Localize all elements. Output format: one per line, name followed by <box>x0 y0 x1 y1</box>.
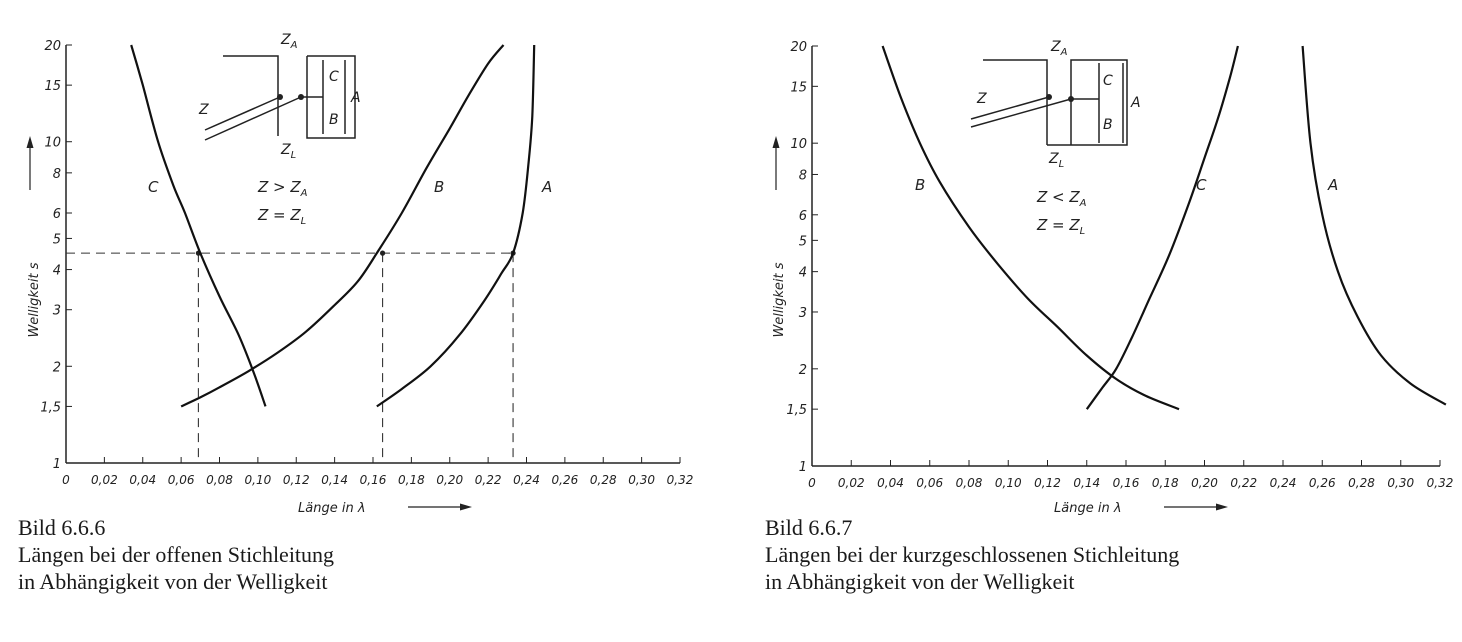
x-tick-label: 0,22 <box>474 473 502 487</box>
feed-line-2 <box>205 97 301 140</box>
x-tick-label: 0,02 <box>837 476 865 490</box>
x-tick-label: 0,06 <box>916 476 944 490</box>
y-tick-label: 8 <box>798 168 807 184</box>
y-tick-label: 5 <box>52 232 61 248</box>
inset-label-z: Z <box>977 91 987 107</box>
tap-point <box>1046 94 1052 100</box>
y-tick-label: 10 <box>790 137 807 153</box>
x-tick-label: 0,20 <box>436 473 464 487</box>
x-tick-label: 0,02 <box>91 473 118 487</box>
series-B-label: B <box>434 178 445 196</box>
x-axis-title: Länge in λ <box>1054 501 1122 516</box>
series-C-line <box>1087 46 1238 409</box>
inset-label-za: $Z_A$ <box>1051 39 1068 58</box>
series-B-line <box>181 45 503 406</box>
y-tick-label: 4 <box>798 265 807 281</box>
x-tick-label: 0,04 <box>129 473 157 487</box>
reference-point <box>380 251 385 256</box>
feed-line-1 <box>205 97 280 130</box>
series-A-line <box>1303 46 1446 405</box>
series-A-label: A <box>542 178 553 196</box>
y-tick-label: 20 <box>790 40 807 55</box>
x-tick-label: 0,18 <box>398 473 425 487</box>
x-tick-label: 0,24 <box>513 473 540 487</box>
inset-label-zl: $Z_L$ <box>1049 151 1065 170</box>
y-tick-label: 3 <box>52 303 61 319</box>
x-tick-label: 0 <box>62 473 70 487</box>
y-axis-title: Welligkeit s <box>27 262 42 338</box>
x-tick-label: 0,26 <box>551 473 579 487</box>
x-tick-label: 0,30 <box>628 473 655 487</box>
x-axis-arrowhead <box>460 504 472 511</box>
x-tick-label: 0,32 <box>1426 476 1454 490</box>
x-tick-label: 0,12 <box>282 473 310 487</box>
caption-2-line-2: in Abhängigkeit von der Welligkeit <box>765 569 1075 594</box>
y-tick-label: 2 <box>52 360 61 376</box>
inset-label-c: C <box>1103 73 1113 89</box>
inset-label-zl: $Z_L$ <box>281 142 297 161</box>
y-axis-arrowhead <box>27 136 34 148</box>
inset-label-b: B <box>1103 117 1113 133</box>
chart-2 <box>772 39 1453 516</box>
tap-point <box>277 94 283 100</box>
line-schematic-inset <box>971 39 1141 170</box>
equation-2: $Z = Z_L$ <box>258 206 307 227</box>
y-tick-label: 15 <box>44 79 61 95</box>
x-tick-label: 0,24 <box>1269 476 1297 490</box>
x-tick-label: 0,28 <box>1348 476 1375 490</box>
y-tick-label: 5 <box>798 234 807 250</box>
caption-1-number: Bild 6.6.6 <box>18 515 106 540</box>
x-tick-label: 0,10 <box>994 476 1022 490</box>
caption-1-line-1: Längen bei der offenen Stichleitung <box>18 542 335 567</box>
chart-1 <box>27 32 694 516</box>
tap-point <box>298 94 304 100</box>
series-B-label: B <box>915 176 926 194</box>
line-schematic-inset <box>198 32 361 161</box>
equation-2: $Z = Z_L$ <box>1037 216 1086 237</box>
x-tick-label: 0,16 <box>359 473 387 487</box>
x-tick-label: 0,10 <box>244 473 272 487</box>
y-tick-label: 6 <box>52 206 61 222</box>
stub-line-outline <box>223 56 278 136</box>
y-tick-label: 1,5 <box>40 400 61 416</box>
inset-label-za: $Z_A$ <box>281 32 298 51</box>
x-tick-label: 0,08 <box>955 476 983 490</box>
series-C-label: C <box>1196 176 1207 194</box>
y-tick-label: 20 <box>44 39 61 54</box>
tap-point <box>1068 96 1074 102</box>
series-C-line <box>131 45 265 406</box>
x-tick-label: 0,32 <box>666 473 694 487</box>
x-tick-label: 0,28 <box>589 473 617 487</box>
x-tick-label: 0,04 <box>877 476 904 490</box>
x-tick-label: 0,06 <box>167 473 195 487</box>
caption-2-number: Bild 6.6.7 <box>765 515 853 540</box>
x-tick-label: 0,14 <box>321 473 348 487</box>
stub-line-outline <box>983 60 1047 145</box>
equation-1: $Z < Z_A$ <box>1037 188 1087 209</box>
x-tick-label: 0,20 <box>1191 476 1218 490</box>
x-tick-label: 0,22 <box>1230 476 1258 490</box>
y-tick-label: 1,5 <box>786 403 807 419</box>
inset-label-a: A <box>351 90 361 106</box>
caption-1-line-2: in Abhängigkeit von der Welligkeit <box>18 569 328 594</box>
y-tick-label: 10 <box>44 135 61 151</box>
x-axis-arrowhead <box>1216 504 1228 511</box>
y-tick-label: 15 <box>790 80 807 96</box>
y-tick-label: 1 <box>798 460 807 475</box>
caption-2-line-1: Längen bei der kurzgeschlossenen Stichleitung <box>765 542 1180 567</box>
series-A-label: A <box>1328 176 1339 194</box>
equation-1: $Z > Z_A$ <box>258 178 308 199</box>
caption-1 <box>18 514 334 595</box>
x-tick-label: 0,14 <box>1073 476 1101 490</box>
inset-label-a: A <box>1131 95 1141 111</box>
x-tick-label: 0,30 <box>1387 476 1415 490</box>
y-tick-label: 4 <box>52 263 61 279</box>
y-tick-label: 2 <box>798 362 807 378</box>
x-tick-label: 0,18 <box>1151 476 1179 490</box>
y-axis-title: Welligkeit s <box>772 262 787 338</box>
y-tick-label: 1 <box>52 457 61 472</box>
inset-label-c: C <box>329 69 339 85</box>
y-axis-arrowhead <box>773 136 780 148</box>
inset-label-z: Z <box>199 102 209 118</box>
y-tick-label: 6 <box>798 208 807 224</box>
inset-label-b: B <box>329 112 339 128</box>
x-tick-label: 0,08 <box>206 473 233 487</box>
caption-2 <box>765 514 1179 595</box>
x-tick-label: 0,16 <box>1112 476 1140 490</box>
x-axis-title: Länge in λ <box>298 501 366 516</box>
x-tick-label: 0,26 <box>1308 476 1336 490</box>
x-tick-label: 0,12 <box>1034 476 1061 490</box>
y-tick-label: 8 <box>52 166 61 182</box>
series-A-line <box>377 45 534 406</box>
series-C-label: C <box>148 178 159 196</box>
y-tick-label: 3 <box>798 305 807 321</box>
x-tick-label: 0 <box>808 476 816 490</box>
